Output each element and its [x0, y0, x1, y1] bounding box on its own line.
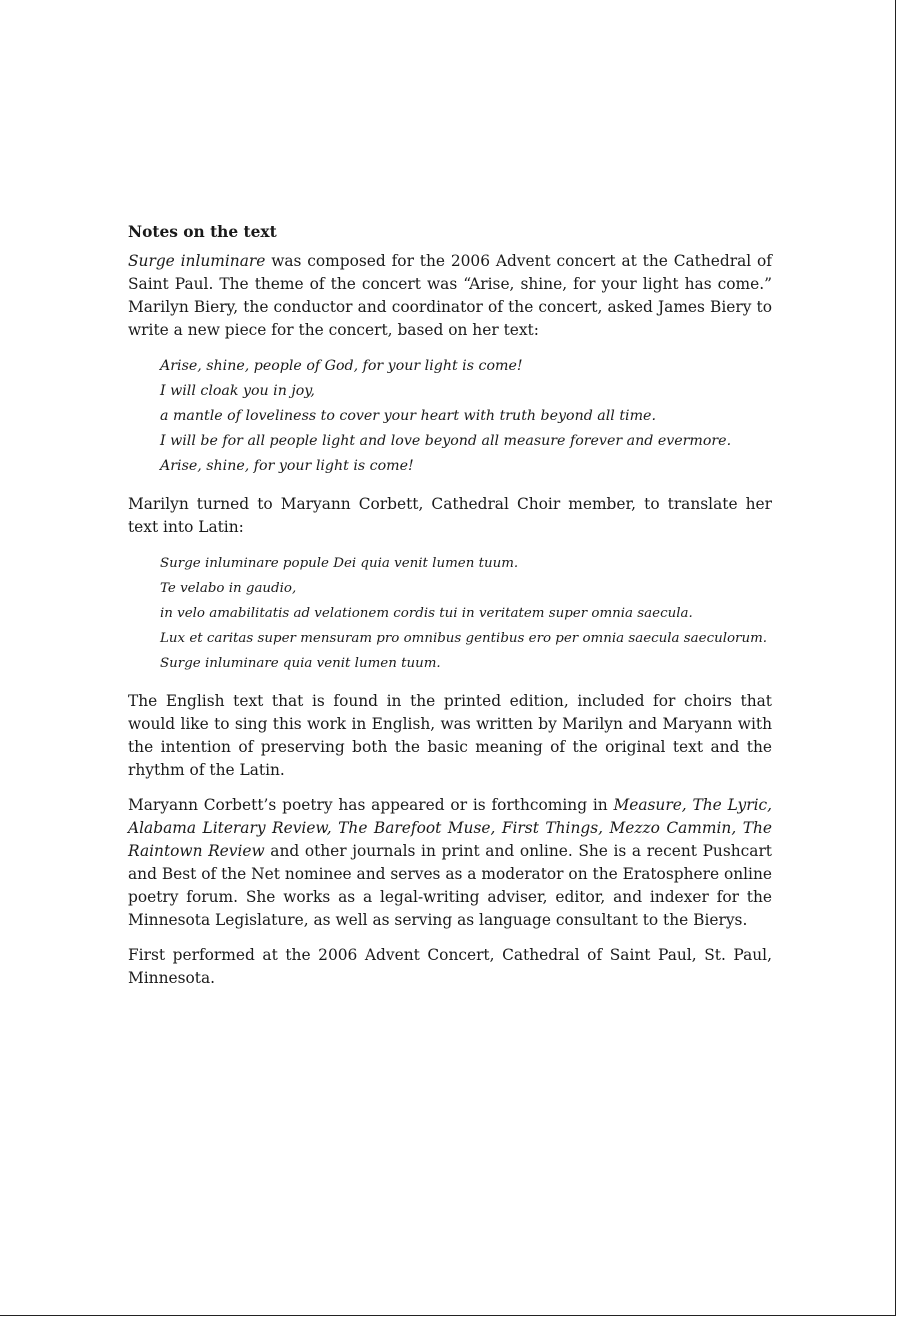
latin-verse: [160, 551, 772, 676]
verse-line: in velo amabilitatis ad velationem cordis tui in veritatem super omnia saecula.: [160, 606, 693, 621]
bio-text-2: and other journals in print and online. She is a recent Pushcart and Best of the Net nominee and serves as a moderator on the Eratosphere online poetry forum. She works as a legal-writing adviser, editor, and indexer for the Minnesota Legislature, as well as serving as language consultant to the Bierys.: [128, 842, 772, 929]
verse-line: Surge inluminare popule Dei quia venit lumen tuum.: [160, 556, 519, 571]
translation-note: Marilyn turned to Maryann Corbett, Cathedral Choir member, to translate her text into Latin:: [128, 495, 772, 536]
journal-list: Measure, The Lyric, Alabama Literary Review, The Barefoot Muse, First Things, Mezzo Cammin, The Raintown Review: [128, 796, 773, 860]
verse-line: a mantle of loveliness to cover your heart with truth beyond all time.: [160, 408, 656, 424]
section-heading: Notes on the text: [128, 223, 277, 241]
verse-line: I will be for all people light and love beyond all measure forever and evermore.: [160, 433, 732, 449]
verse-line: Arise, shine, for your light is come!: [160, 458, 414, 474]
notes-section: [128, 221, 772, 990]
first-performed-paragraph: First performed at the 2006 Advent Concert, Cathedral of Saint Paul, St. Paul, Minnesota.: [128, 946, 772, 987]
english-verse: [160, 354, 772, 479]
intro-text: was composed for the 2006 Advent concert at the Cathedral of Saint Paul. The theme of the concert was “Arise, shine, for your light has come.” Marilyn Biery, the conductor and coordinator of the concert, asked James Biery to write a new piece for the concert, based on her text:: [128, 252, 772, 339]
verse-line: Te velabo in gaudio,: [160, 581, 297, 596]
intro-paragraph: [128, 250, 772, 342]
verse-line: Arise, shine, people of God, for your light is come!: [160, 358, 523, 374]
work-title: Surge inluminare: [128, 252, 266, 270]
bio-paragraph: [128, 794, 772, 932]
bio-text-1: Maryann Corbett’s poetry has appeared or is forthcoming in: [128, 796, 614, 814]
verse-line: I will cloak you in joy,: [160, 383, 315, 399]
english-edition-paragraph: The English text that is found in the printed edition, included for choirs that would like to sing this work in English, was written by Marilyn and Maryann with the intention of preserving both the basic meaning of the original text and the rhythm of the Latin.: [128, 692, 772, 779]
verse-line: Surge inluminare quia venit lumen tuum.: [160, 656, 441, 671]
verse-line: Lux et caritas super mensuram pro omnibus gentibus ero per omnia saecula saeculorum.: [160, 631, 768, 646]
